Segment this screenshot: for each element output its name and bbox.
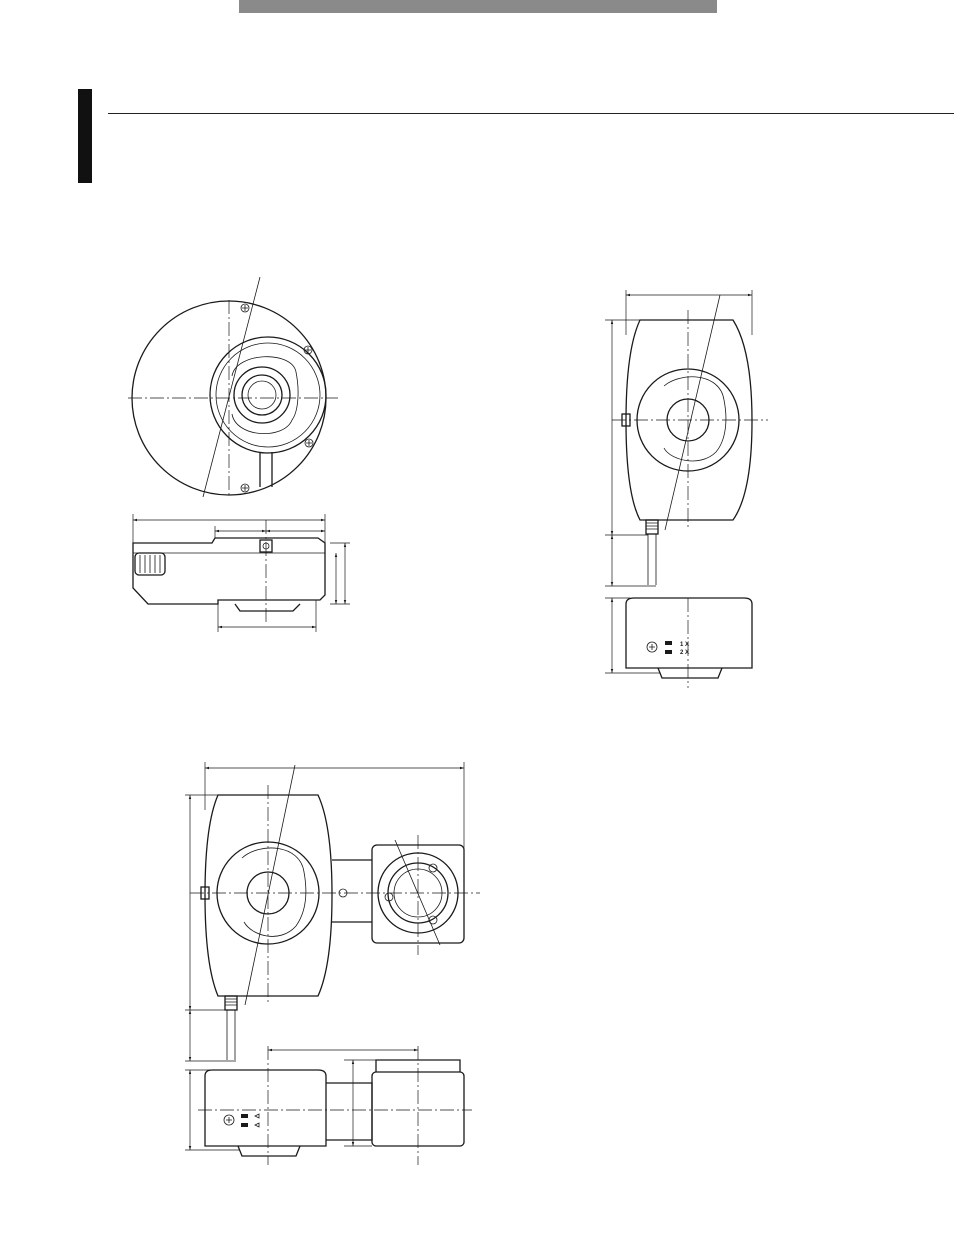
drawing-b-side-view — [605, 598, 752, 688]
drawing-c-front-view — [185, 762, 480, 1061]
drawing-a-side-view — [133, 514, 350, 632]
magnification-1x-label: 1 X — [680, 642, 690, 648]
drawing-a-top-view — [128, 277, 338, 497]
magnification-2x-label: 2 X — [680, 650, 690, 656]
drawing-c-side-view — [185, 1046, 472, 1165]
drawing-b-front-view — [605, 290, 768, 586]
